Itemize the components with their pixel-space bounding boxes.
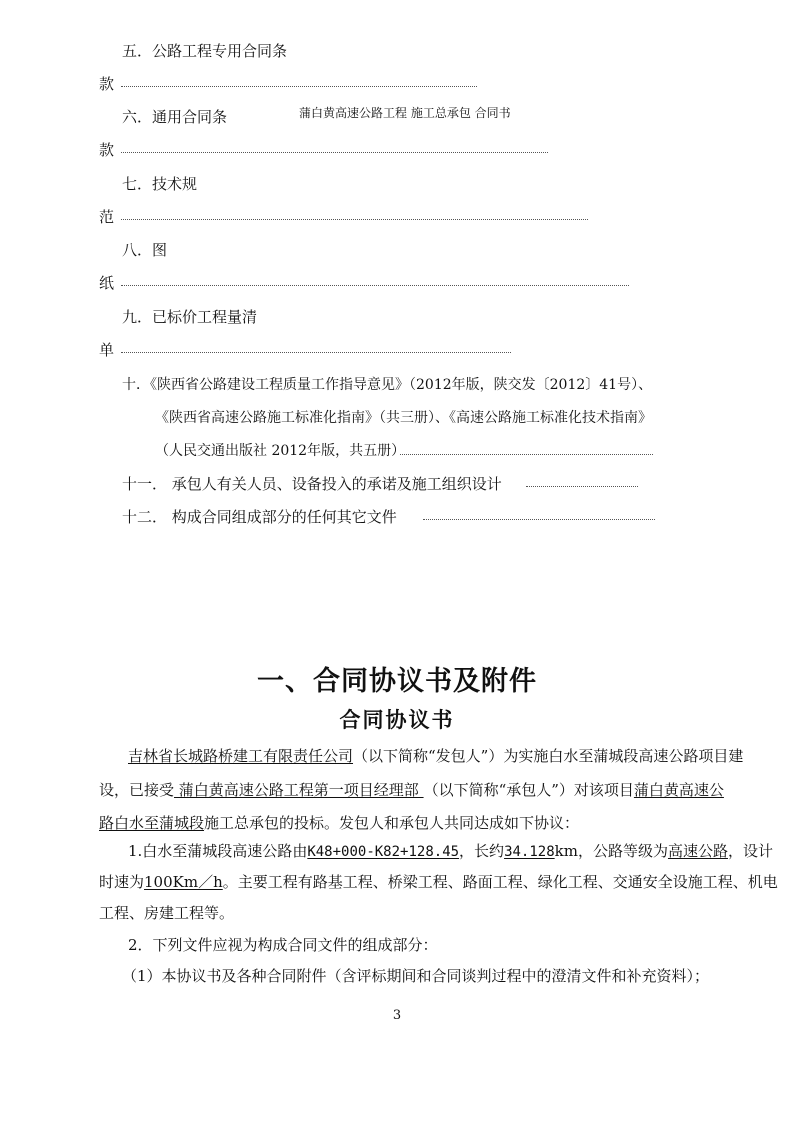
toc-item-title: 十二． 构成合同组成部分的任何其它文件 (122, 508, 397, 526)
toc-leader-dots (121, 152, 548, 153)
road-length: 34.128 (504, 844, 555, 860)
section-subheading: 合同协议书 (339, 707, 455, 732)
paragraph-line: 路白水至蒲城段施工总承包的投标。发包人和承包人共同达成如下协议： (99, 814, 580, 832)
toc-item-title: 六．通用合同条 (122, 108, 228, 126)
toc-item-title-cont: 纸 (99, 274, 115, 292)
road-grade: 高速公路 (667, 842, 728, 860)
paragraph-line: 工程、房建工程等。 (99, 904, 235, 922)
paragraph-line: 设，已接受 蒲白黄高速公路工程第一项目经理部 （以下简称“承包人”）对该项目蒲白黄高速公 (99, 781, 724, 799)
toc-item-title-cont: 款 (99, 141, 115, 159)
toc-leader-dots (121, 86, 477, 87)
paragraph-line: 吉林省长城路桥建工有限责任公司（以下简称“发包人”）为实施白水至蒲城段高速公路项目建 (128, 747, 744, 765)
toc-leader-dots (400, 454, 653, 455)
toc-item-title: 八．图 (122, 241, 168, 259)
employer-name: 吉林省长城路桥建工有限责任公司 (128, 747, 354, 765)
toc-item-title: 五．公路工程专用合同条 (122, 42, 288, 60)
toc-item-title-cont: 款 (99, 75, 115, 93)
project-name-cont: 路白水至蒲城段 (99, 814, 205, 832)
project-name: 蒲白黄高速公 (633, 781, 724, 799)
toc-item-title: 七．技术规 (122, 175, 198, 193)
contractor-name: 蒲白黄高速公路工程第一项目经理部 (174, 781, 424, 799)
toc-leader-dots (423, 519, 655, 520)
paragraph-line: 1.白水至蒲城段高速公路由K48+000-K82+128.45，长约34.128km，公路等级为高速公路，设计 (128, 842, 773, 860)
stake-range: K48+000-K82+128.45 (307, 844, 460, 860)
toc-item-title: 九．已标价工程量清 (122, 308, 258, 326)
toc-item-10-line1: 十．《陕西省公路建设工程质量工作指导意见》（2012年版，陕交发〔2012〕41号）、 (122, 377, 653, 393)
toc-item-title-cont: 范 (99, 208, 115, 226)
toc-leader-dots (121, 219, 588, 220)
toc-item-title-cont: 单 (99, 341, 115, 359)
paragraph-line: 时速为100Km／h。主要工程有路基工程、桥梁工程、路面工程、绿化工程、交通安全设施工程、机电 (99, 873, 778, 891)
design-speed: 100Km／h (144, 873, 223, 891)
toc-item-title: 十一． 承包人有关人员、设备投入的承诺及施工组织设计 (122, 475, 502, 493)
page-number: 3 (392, 1008, 402, 1023)
contract-document-item-1: （1）本协议书及各种合同附件（含评标期间和合同谈判过程中的澄清文件和补充资料）； (122, 967, 710, 985)
toc-leader-dots (526, 486, 638, 487)
running-header: 蒲白黄高速公路工程 施工总承包 合同书 (299, 106, 511, 120)
toc-leader-dots (121, 285, 629, 286)
toc-item-10-line3: （人民交通出版社 2012年版，共五册） (155, 443, 406, 459)
toc-item-10-line2: 《陕西省高速公路施工标准化指南》（共三册）、《高速公路施工标准化技术指南》 (155, 410, 652, 426)
contract-documents-intro: 2．下列文件应视为构成合同文件的组成部分： (128, 936, 438, 954)
section-heading: 一、合同协议书及附件 (257, 666, 537, 697)
toc-leader-dots (121, 352, 511, 353)
